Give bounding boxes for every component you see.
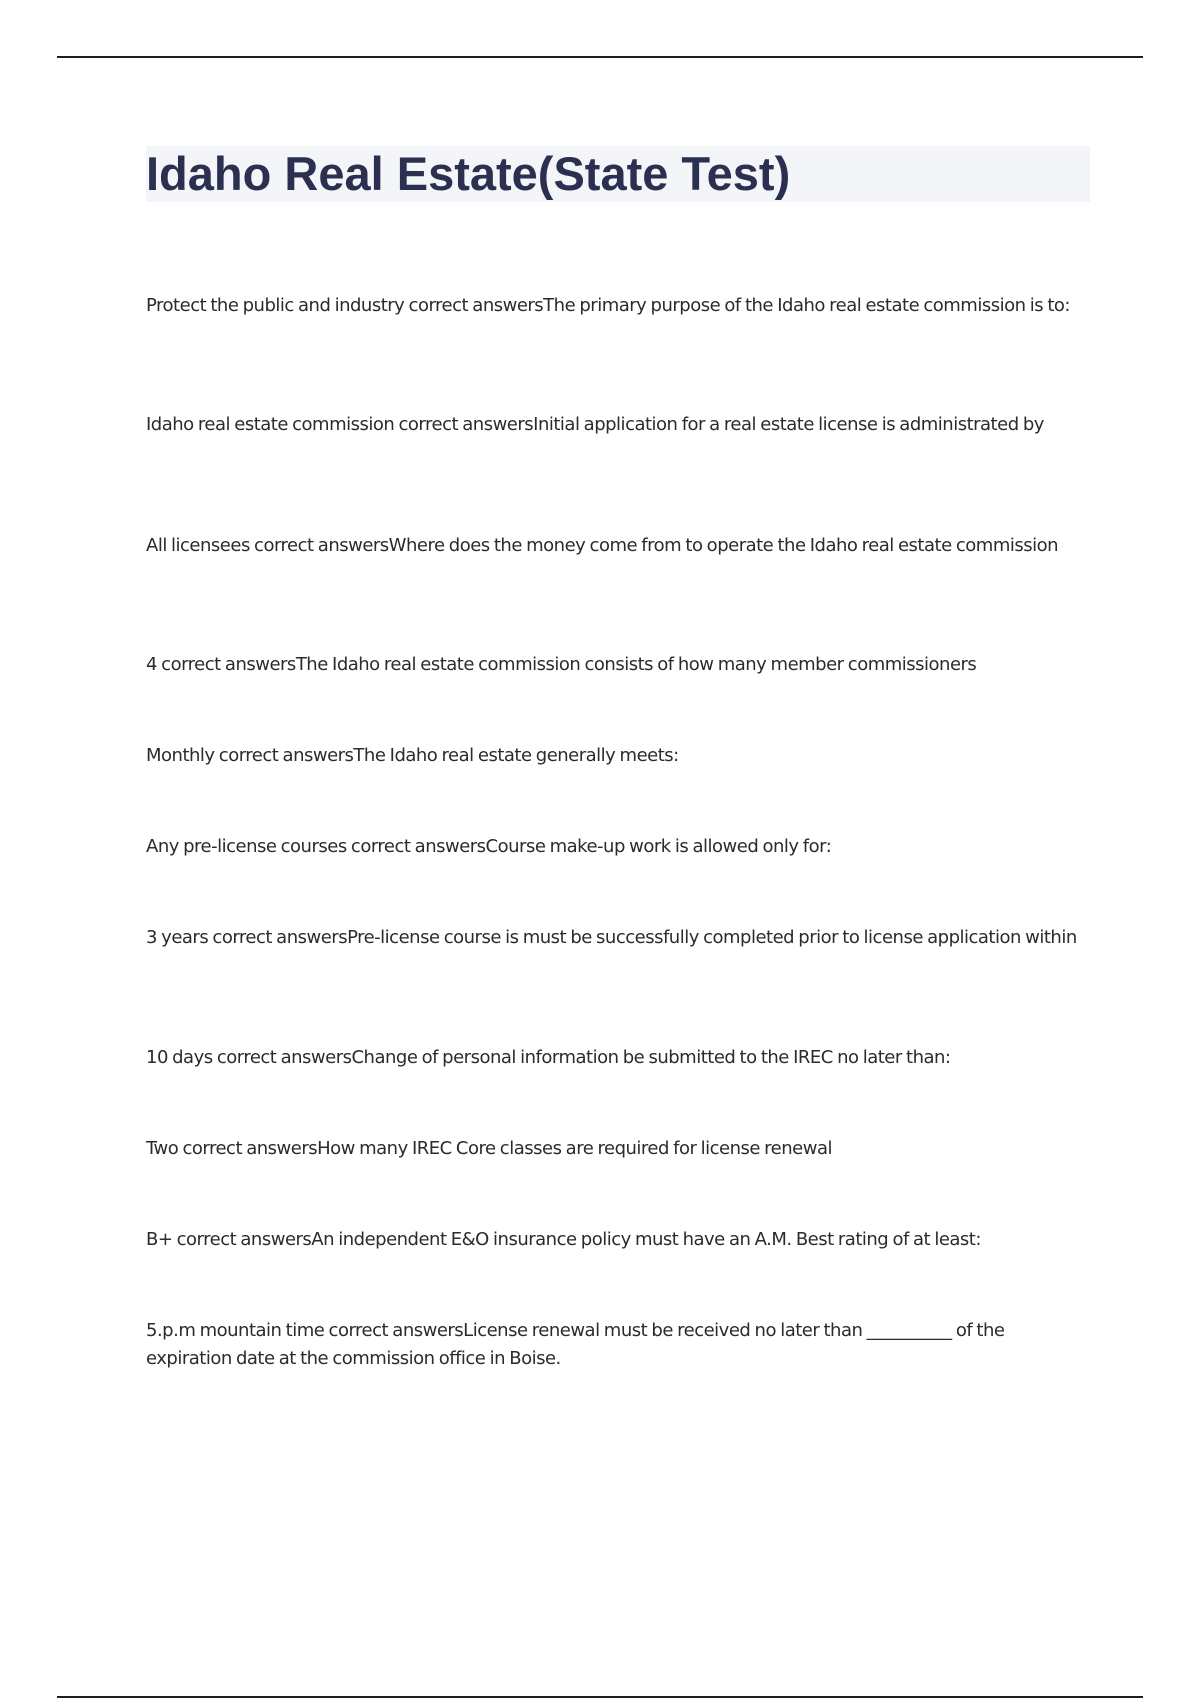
qa-item-4: 4 correct answersThe Idaho real estate commission consists of how many member commissioners	[146, 654, 977, 675]
qa-item-8: 10 days correct answersChange of personal information be submitted to the IREC no later than:	[146, 1047, 951, 1068]
qa-item-10: B+ correct answersAn independent E&O insurance policy must have an A.M. Best rating of at least:	[146, 1229, 981, 1250]
qa-item-11: 5.p.m mountain time correct answersLicense renewal must be received no later than __________ of the expiration date at the commission office in Boise.	[146, 1320, 1005, 1369]
top-rule	[57, 56, 1143, 58]
qa-item-3: All licensees correct answersWhere does the money come from to operate the Idaho real estate commission	[146, 535, 1059, 556]
bottom-rule	[57, 1696, 1143, 1698]
qa-item-1: Protect the public and industry correct answersThe primary purpose of the Idaho real estate commission is to:	[146, 295, 1070, 316]
qa-item-9: Two correct answersHow many IREC Core classes are required for license renewal	[146, 1138, 832, 1159]
qa-item-5: Monthly correct answersThe Idaho real estate generally meets:	[146, 745, 679, 766]
document-title: Idaho Real Estate(State Test)	[146, 147, 791, 200]
qa-item-6: Any pre-license courses correct answersCourse make-up work is allowed only for:	[146, 836, 832, 857]
qa-item-7: 3 years correct answersPre-license course is must be successfully completed prior to license application within	[146, 927, 1077, 948]
qa-item-2: Idaho real estate commission correct answersInitial application for a real estate license is administrated by	[146, 414, 1044, 435]
